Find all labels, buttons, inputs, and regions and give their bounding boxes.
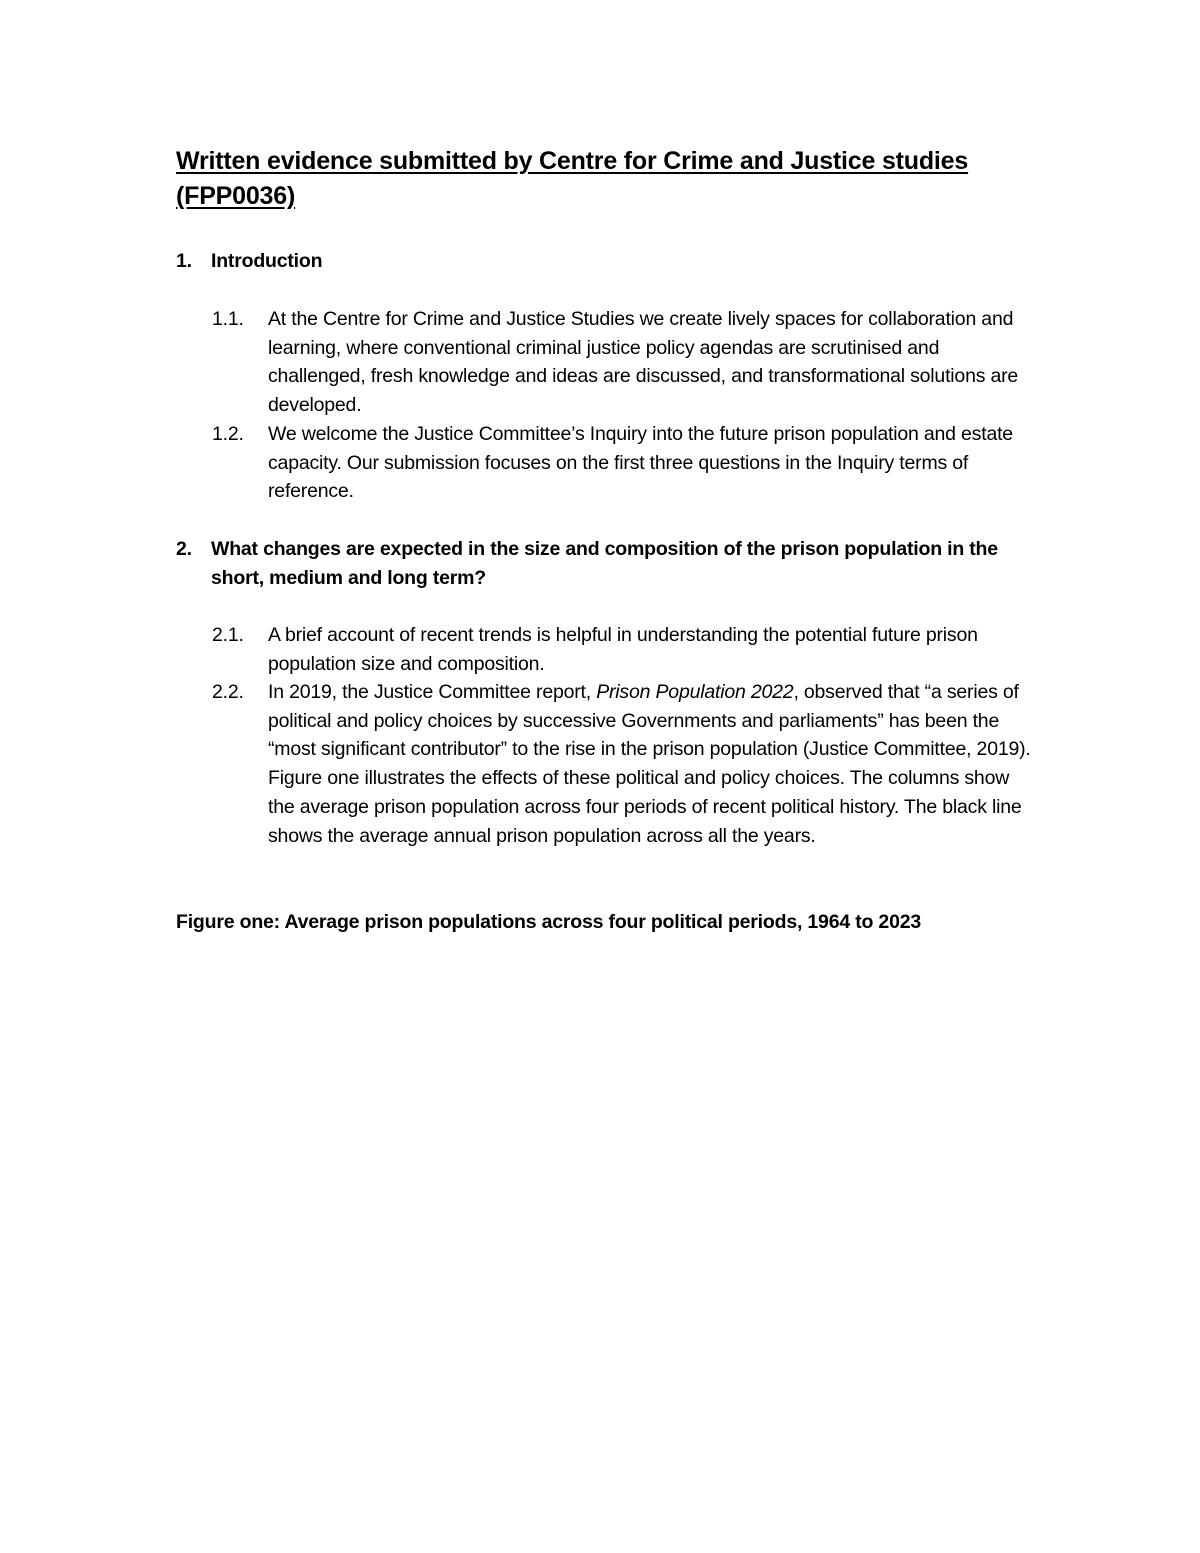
paragraph-number: 2.1. (212, 624, 244, 646)
paragraph-text: We welcome the Justice Committee’s Inquiry into the future prison population and estate capacity. Our submission focuses on the first three questions in the Inquiry terms of reference. (268, 423, 1013, 503)
section-heading-text: What changes are expected in the size and composition of the prison population in the short, medium and long term? (211, 538, 998, 589)
paragraph-text-end: , observed that “a series of political and policy choices by successive Governments and parliaments” has been the “most significant contributor” to the rise in the prison population (Justice Committee, 2019). Figure one illustrates the effects of these political and policy choices. The columns show the average prison population across four periods of recent political history. The black line shows the average annual prison population across all the years. (268, 681, 1031, 847)
section-number: 2. (176, 538, 192, 560)
paragraph-number: 1.2. (212, 423, 244, 445)
report-title-italic: Prison Population 2022 (596, 681, 794, 703)
figure-caption: Figure one: Average prison populations across four political periods, 1964 to 2023 (176, 911, 922, 933)
paragraph-text (268, 678, 1038, 850)
paragraph-text-start: In 2019, the Justice Committee report, (268, 681, 597, 703)
paragraph-number: 1.1. (212, 308, 244, 330)
paragraph-text: A brief account of recent trends is helpful in understanding the potential future prison population size and composition. (268, 624, 978, 675)
paragraph-number: 2.2. (212, 681, 244, 703)
section-heading-text: Introduction (211, 250, 323, 272)
paragraph-text: At the Centre for Crime and Justice Studies we create lively spaces for collaboration and learning, where conventional criminal justice policy agendas are scrutinised and challenged, fresh knowledge and ideas are discussed, and transformational solutions are developed. (268, 308, 1019, 417)
section-number: 1. (176, 250, 192, 272)
document-title: Written evidence submitted by Centre for Crime and Justice studies (FPP0036) (176, 147, 969, 210)
